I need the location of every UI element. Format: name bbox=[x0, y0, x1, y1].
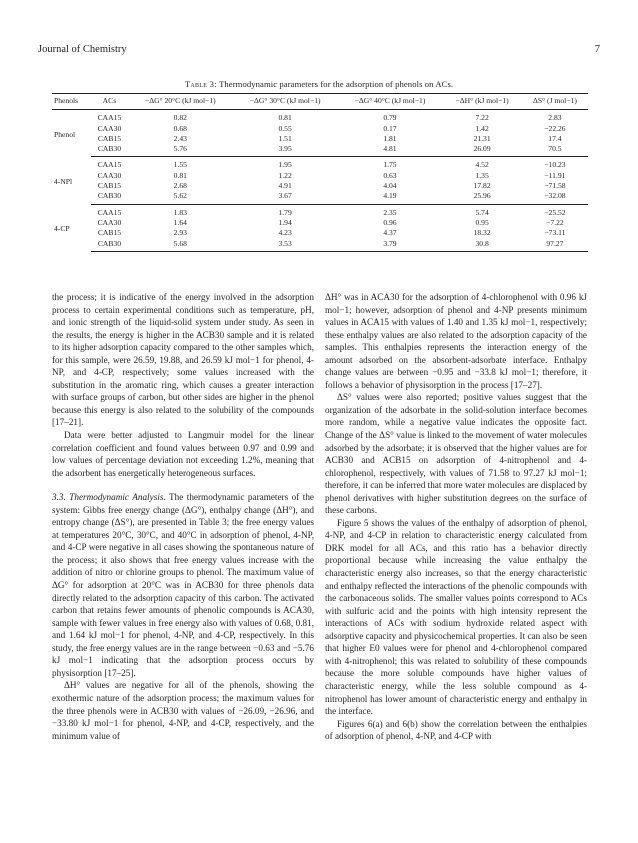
table-cell: −71.58 bbox=[544, 181, 566, 191]
table-cell: 4.19 bbox=[338, 191, 443, 204]
table-row bbox=[52, 181, 588, 191]
table-cell: 2.35 bbox=[383, 207, 397, 217]
table-cell: 1.42 bbox=[475, 123, 489, 133]
table-cell: 26.09 bbox=[442, 144, 521, 157]
phenol-group-label: Phenol bbox=[54, 129, 76, 139]
table-cell: 7.22 bbox=[475, 113, 489, 123]
table-cell: 21.31 bbox=[473, 133, 491, 143]
table-cell: −7.22 bbox=[546, 217, 564, 227]
paragraph: ΔH° was in ACA30 for the adsorption of 4-chlorophenol with 0.96 kJ mol−1; however, adsorption of phenol and 4-NP presents minimum values in ACA15 with values of 1.40 and 1.35 kJ mol−1, respectively; these enthalpy values are also related to the adsorption capacity of the samples. This enthalpies represents the interaction energy of the amount adsorbed on the absorbent-adsorbate interface. Enthalpy change values are between −0.95 and −33.8 kJ mol−1; therefore, it follows a behavior of physisorption in the process [17–27]. bbox=[325, 292, 587, 390]
table-cell: 0.82 bbox=[173, 113, 187, 123]
table-cell: 97.27 bbox=[522, 239, 588, 252]
table-cell: 0.96 bbox=[383, 217, 397, 227]
table-cell: 1.81 bbox=[383, 133, 397, 143]
paragraph-text: The thermodynamic parameters of the system: Gibbs free energy change (ΔG°), enthalpy change (ΔH°), and entropy change (ΔS°), are presented in Table 3; the free energy values at temperatures 20°C, 30°C, and 40°C in adsorption of phenol, 4-NP, and 4-CP were negative in all cases showing the spontaneous nature of the process; it also shows that free energy values increase with the addition of nitro or chlorine groups to phenol. The maximum value of ΔG° for adsorption at 20°C was in ACB30 for three phenols data directly related to the adsorption capacity of this carbon. The activated carbon that retains fewer amounts of phenolic compounds is ACA30, sample with fewer values in free energy also with values of 0.68, 0.81, and 1.64 kJ mol−1 for phenol, 4-NP, and 4-CP, respectively. In this study, the free energy values are in the range between −0.63 and −5.76 kJ mol−1 indicating that the adsorption process occurs by physisorption [17–25]. bbox=[52, 492, 315, 678]
col-header-dg20: −ΔG° 20°C (kJ mol−1) bbox=[128, 94, 233, 110]
table-cell: 4.37 bbox=[383, 228, 397, 238]
col-header-phenols: Phenols bbox=[52, 94, 91, 110]
paragraph: Figure 5 shows the values of the enthalpy of adsorption of phenol, 4-NP, and 4-CP in relation to characteristic energy calculated from DRK model for all ACs, and this ratio has a behavior directly proportional because while increasing the value enthalpy the characteristic energy also increases, so that the energy characteristic and enthalpy reflected the interactions of the phenolic compounds with the carbonaceous solids. The smaller values points correspond to ACs with sulfuric acid and the points with high intensity represent the interactions of ACs with sodium hydroxide related aspect with adsorptive capacity and physicochemical properties. It can also be seen that higher E0 values were for phenol and 4-chlorophenol compared with 4-nitrophenol; this was related to solubility of these compounds because the more soluble compounds have higher values of characteristic energy, while the less soluble compound as 4-nitrophenol has lower amount of characteristic energy and enthalpy in the interface. bbox=[325, 517, 587, 717]
table-header-row bbox=[52, 94, 588, 110]
table-caption bbox=[0, 79, 638, 89]
table-cell: −32.08 bbox=[522, 191, 588, 204]
left-column bbox=[52, 291, 314, 742]
table-cell: CAB15 bbox=[97, 181, 122, 191]
table-row bbox=[52, 204, 588, 218]
section-paragraph bbox=[52, 491, 314, 679]
table-cell: 0.81 bbox=[278, 113, 292, 123]
paragraph: Figures 6(a) and 6(b) show the correlation between the enthalpies of adsorption of phenol, 4-NP, and 4-CP with bbox=[325, 718, 587, 742]
table-row bbox=[52, 124, 588, 134]
table-row bbox=[52, 228, 588, 238]
table-row bbox=[52, 218, 588, 228]
section-heading: 3.3. Thermodynamic Analysis. bbox=[52, 492, 166, 503]
table-row bbox=[52, 110, 588, 124]
table-row bbox=[52, 191, 588, 204]
table-cell: CAB15 bbox=[97, 228, 122, 238]
table-cell: 0.17 bbox=[383, 123, 397, 133]
table-row bbox=[52, 239, 588, 252]
phenol-group-label: 4-CP bbox=[54, 224, 70, 234]
table-cell: 1.51 bbox=[278, 133, 292, 143]
table-cell: 3.53 bbox=[233, 239, 338, 252]
table-cell: 1.22 bbox=[278, 170, 292, 180]
table-cell: CAB30 bbox=[91, 191, 128, 204]
table-body bbox=[52, 110, 588, 252]
table-label: Table 3: bbox=[184, 79, 217, 89]
table-cell: 0.68 bbox=[173, 123, 187, 133]
table-cell: 4.04 bbox=[383, 181, 397, 191]
paragraph: ΔS° values were also reported; positive values suggest that the organization of the adsorbate in the solid-solution interface becomes more random, while a negative value indicates the opposite fact. Change of the ΔS° value is linked to the movement of water molecules adsorbed by the adsorbate; it is observed that the higher values are for ACB30 and ACB15 on adsorption of 4-nitrophenol and 4-chlorophenol, respectively, with values of 71.58 to 97.27 kJ mol−1; therefore, it can be inferred that more water molecules are displaced by phenol derivatives with higher substitution degrees on the surface of these carbons. bbox=[325, 392, 587, 516]
journal-name: Journal of Chemistry bbox=[38, 44, 127, 55]
table-cell: 0.63 bbox=[383, 170, 397, 180]
table-cell: 0.79 bbox=[383, 113, 397, 123]
table-cell: CAA30 bbox=[97, 170, 122, 180]
table-row bbox=[52, 157, 588, 171]
table-row bbox=[52, 171, 588, 181]
table-cell: CAB30 bbox=[91, 144, 128, 157]
table-cell: 0.55 bbox=[278, 123, 292, 133]
col-header-acs: ACs bbox=[91, 94, 128, 110]
table-cell: −22.26 bbox=[544, 123, 566, 133]
table-cell: 1.64 bbox=[173, 217, 187, 227]
table-cell: 4.52 bbox=[475, 160, 489, 170]
table-cell: 4.91 bbox=[278, 181, 292, 191]
table-cell: 2.43 bbox=[173, 133, 187, 143]
table-cell: −11.91 bbox=[544, 170, 566, 180]
table-cell: 0.95 bbox=[475, 217, 489, 227]
table-cell: 2.68 bbox=[173, 181, 187, 191]
table-cell: CAA30 bbox=[97, 123, 122, 133]
table-cell: 70.5 bbox=[522, 144, 588, 157]
table-cell: 3.79 bbox=[338, 239, 443, 252]
table-cell: 1.55 bbox=[173, 160, 187, 170]
table-cell: 1.95 bbox=[278, 160, 292, 170]
table-cell: CAA30 bbox=[97, 217, 122, 227]
table-cell: 5.62 bbox=[128, 191, 233, 204]
table-row bbox=[52, 134, 588, 144]
table-cell: 25.96 bbox=[442, 191, 521, 204]
table-cell: −25.52 bbox=[544, 207, 566, 217]
col-header-dg30: −ΔG° 30°C (kJ mol−1) bbox=[233, 94, 338, 110]
table-cell: 18.32 bbox=[473, 228, 491, 238]
table-cell: 17.82 bbox=[473, 181, 491, 191]
running-head bbox=[38, 44, 600, 55]
table-cell: CAA15 bbox=[97, 207, 122, 217]
table-cell: 2.83 bbox=[548, 113, 562, 123]
col-header-dh: −ΔH° (kJ mol−1) bbox=[442, 94, 521, 110]
table-cell: 17.4 bbox=[548, 133, 562, 143]
table-cell: 0.81 bbox=[173, 170, 187, 180]
table-cell: 5.74 bbox=[475, 207, 489, 217]
table-cell: 1.83 bbox=[173, 207, 187, 217]
thermodynamic-table bbox=[52, 93, 588, 252]
table-cell: 4.23 bbox=[278, 228, 292, 238]
table-cell: −73.11 bbox=[544, 228, 566, 238]
page-number: 7 bbox=[594, 44, 600, 55]
right-column bbox=[325, 291, 587, 743]
paragraph: ΔH° values are negative for all of the phenols, showing the exothermic nature of the adsorption process; the maximum values for the three phenols were in ACB30 with values of −26.09, −26.96, and −33.80 kJ mol−1 for phenol, 4-NP, and 4-CP, respectively, and the minimum value of bbox=[52, 680, 314, 741]
table-cell: 30.8 bbox=[442, 239, 521, 252]
table-cell: 1.94 bbox=[278, 217, 292, 227]
table-cell: 3.67 bbox=[233, 191, 338, 204]
paragraph: Data were better adjusted to Langmuir model for the linear correlation coefficient and found values between 0.97 and 0.99 and low values of percentage deviation not exceeding 1.2%, meaning that the adsorbent has energetically heterogeneous surfaces. bbox=[52, 430, 314, 478]
table-cell: CAA15 bbox=[97, 113, 122, 123]
phenol-group-label: 4-NPl bbox=[54, 176, 73, 186]
paragraph: the process; it is indicative of the energy involved in the adsorption process to certain experimental conditions such as temperature, pH, and ionic strength of the liquid-solid system under study. As seen in the results, the energy is higher in the ACB30 sample and it is related to its higher adsorption capacity compared to the other samples which, for this sample, were 26.59, 19.88, and 26.59 kJ mol−1 for phenol, 4-NP, and 4-CP, respectively; some values increased with the substitution in the aromatic ring, which causes a greater interaction with surface groups of carbon, but other sides are higher in the phenol because this energy is also related to the solubility of the compounds [17–21]. bbox=[52, 292, 314, 428]
table-cell: CAA15 bbox=[97, 160, 122, 170]
table-cell: CAB30 bbox=[91, 239, 128, 252]
table-cell: 4.81 bbox=[338, 144, 443, 157]
table-cell: 5.76 bbox=[128, 144, 233, 157]
table-cell: 3.95 bbox=[233, 144, 338, 157]
table-cell: 1.75 bbox=[383, 160, 397, 170]
col-header-dg40: −ΔG° 40°C (kJ mol−1) bbox=[338, 94, 443, 110]
table-cell: −10.23 bbox=[544, 160, 566, 170]
table-cell: 5.68 bbox=[128, 239, 233, 252]
table-cell: 2.93 bbox=[173, 228, 187, 238]
table-cell: CAB15 bbox=[97, 133, 122, 143]
table-cell: 1.79 bbox=[278, 207, 292, 217]
table-row bbox=[52, 144, 588, 157]
table-cell: 1.35 bbox=[475, 170, 489, 180]
table-title: Thermodynamic parameters for the adsorption of phenols on ACs. bbox=[219, 79, 454, 89]
col-header-ds: ΔS° (J mol−1) bbox=[522, 94, 588, 110]
